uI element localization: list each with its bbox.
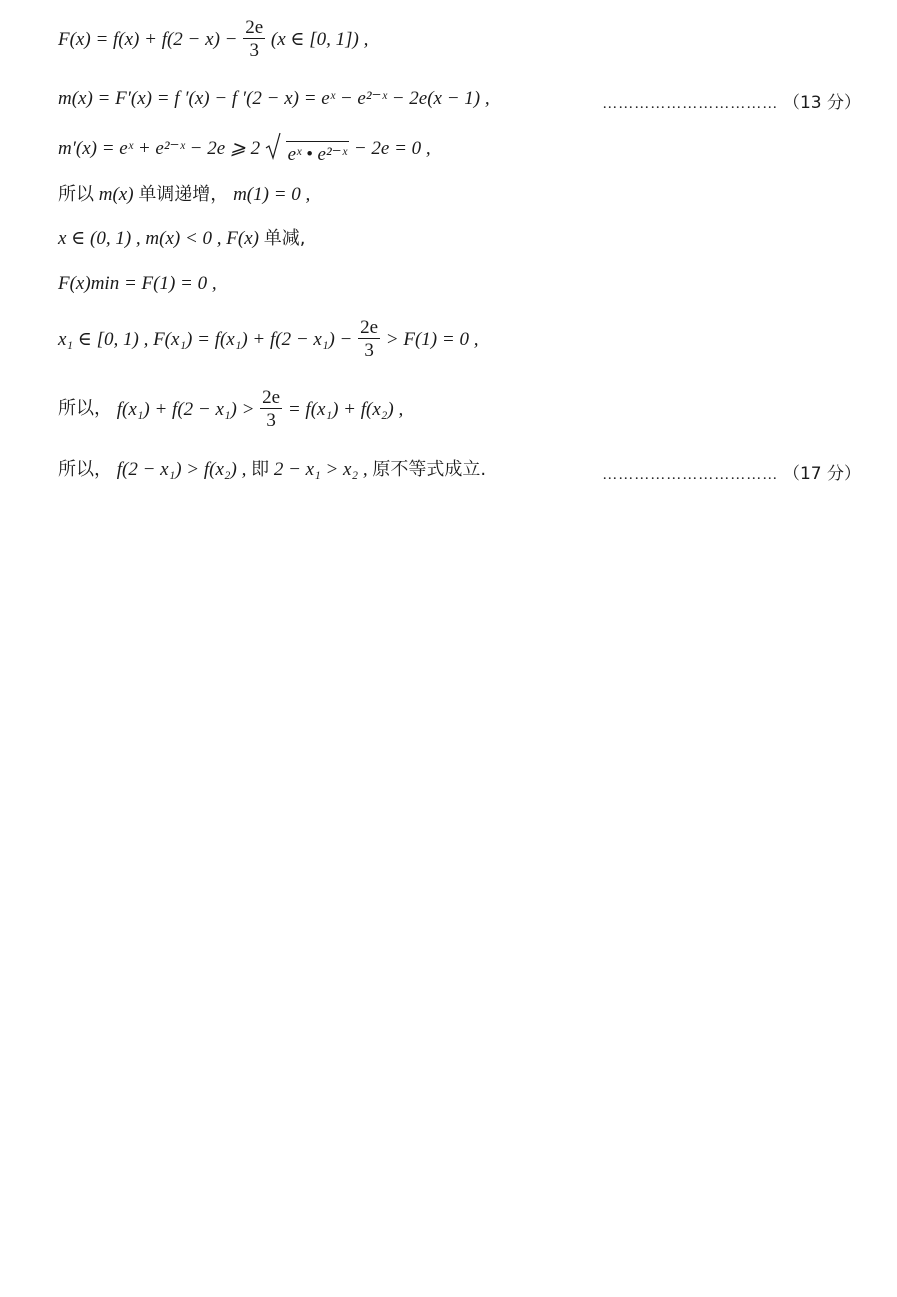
formula-text: m(x) = F′(x) = f ′(x) − f ′(2 − x) = eˣ − e²⁻ˣ − 2e(x − 1) , xyxy=(58,88,490,110)
formula-text: m′(x) = eˣ + e²⁻ˣ − 2e ⩾ 2 xyxy=(58,137,261,159)
formula-text: − 2e = 0 , xyxy=(353,137,431,159)
cjk-text: 所以 xyxy=(58,183,94,205)
fraction-2e-over-3 xyxy=(243,18,265,60)
radical-sign-icon xyxy=(265,132,281,164)
fraction-2e-over-3 xyxy=(358,318,380,360)
formula-text: 2 − x₁ > x₂ , xyxy=(273,459,368,481)
fraction-denominator: 3 xyxy=(364,340,374,361)
square-root xyxy=(265,132,349,164)
fraction-2e-over-3 xyxy=(260,388,282,430)
formula-line-7 xyxy=(58,318,478,360)
formula-line-1 xyxy=(58,18,368,60)
formula-text: F(x) = f(x) + f(2 − x) − xyxy=(58,28,238,50)
fraction-numerator: 2e xyxy=(262,387,281,408)
formula-line-5 xyxy=(58,228,305,248)
fraction-numerator: 2e xyxy=(360,317,379,338)
cjk-text: 即 xyxy=(251,458,270,480)
score-label: （17 分） xyxy=(782,464,861,484)
formula-text: m(1) = 0 , xyxy=(233,184,311,206)
formula-line-8 xyxy=(58,388,403,430)
formula-line-3 xyxy=(58,132,431,164)
formula-text: m(x) xyxy=(98,184,134,206)
fraction-denominator: 3 xyxy=(266,410,276,431)
formula-text: f(2 − x₁) > f(x₂) , xyxy=(116,459,247,481)
formula-text: F(x)min = F(1) = 0 , xyxy=(58,273,217,295)
formula-line-4 xyxy=(58,184,310,204)
cjk-text: 单调递增， xyxy=(138,183,229,205)
fraction-numerator: 2e xyxy=(245,17,264,38)
formula-text: x₁ ∈ [0, 1) , F(x₁) = f(x₁) + f(2 − x₁) − xyxy=(58,328,353,350)
score-label: （13 分） xyxy=(782,93,861,113)
formula-line-9 xyxy=(58,459,486,479)
formula-text: (x ∈ [0, 1]) , xyxy=(270,28,369,50)
cjk-text: 单减, xyxy=(263,227,306,249)
dot-leader: …………………………… xyxy=(602,467,779,483)
formula-line-6 xyxy=(58,273,217,293)
formula-text: = f(x₁) + f(x₂) , xyxy=(287,398,404,420)
cjk-text: 原不等式成立. xyxy=(372,458,487,480)
fraction-denominator: 3 xyxy=(249,40,259,61)
score-marker-17 xyxy=(602,459,861,485)
dot-leader: …………………………… xyxy=(602,96,779,112)
cjk-text: 所以， xyxy=(58,458,112,480)
formula-text: f(x₁) + f(2 − x₁) > xyxy=(116,398,255,420)
formula-line-2 xyxy=(58,88,490,108)
cjk-text: 所以， xyxy=(58,398,112,419)
score-marker-13 xyxy=(602,88,861,114)
radicand: eˣ • e²⁻ˣ xyxy=(286,141,349,165)
formula-text: x ∈ (0, 1) , m(x) < 0 , F(x) xyxy=(58,228,259,250)
formula-text: > F(1) = 0 , xyxy=(385,328,479,350)
